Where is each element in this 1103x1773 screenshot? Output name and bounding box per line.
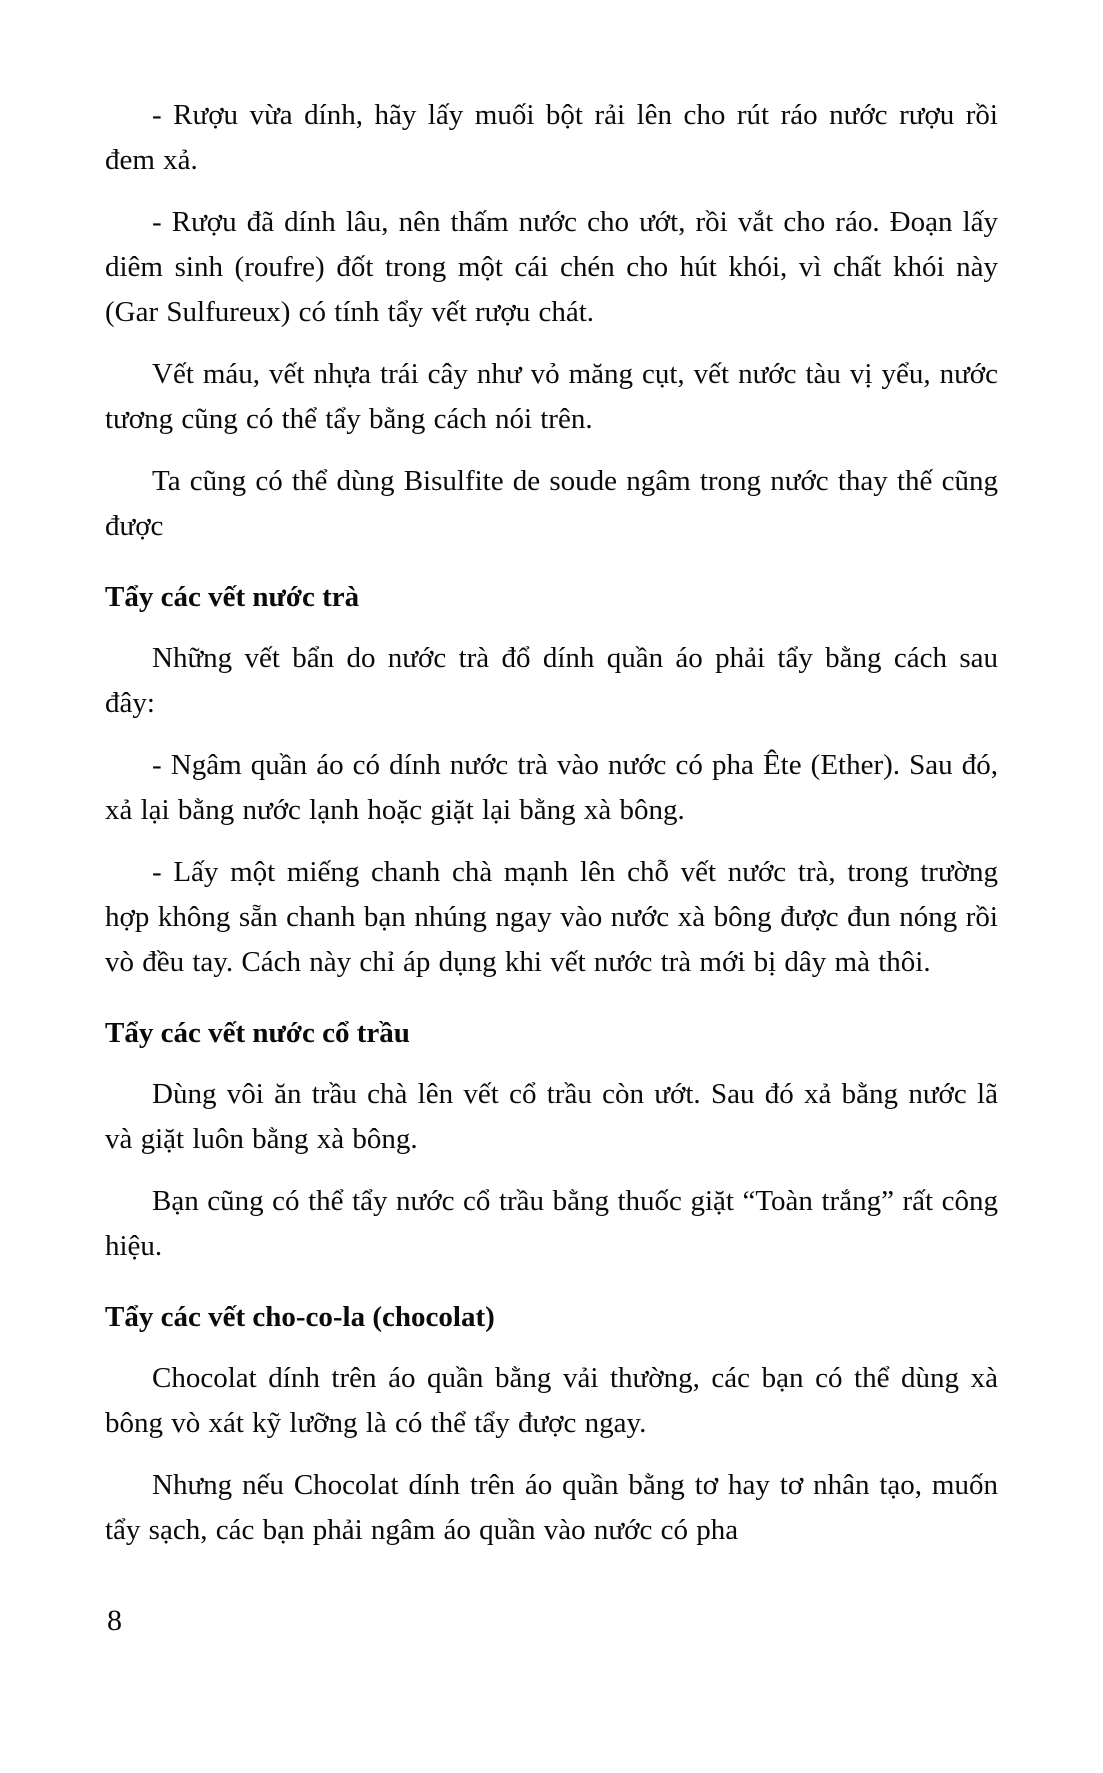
paragraph-wine-old-stain: - Rượu đã dính lâu, nên thấm nước cho ướt, rồi vắt cho ráo. Đoạn lấy diêm sinh (roufre) đốt trong một cái chén cho hút khói, vì chất khói này (Gar Sulfureux) có tính tẩy vết rượu chát. — [105, 206, 998, 328]
section-heading-chocolate-stains: Tẩy các vết cho-co-la (chocolat) — [105, 1301, 495, 1333]
paragraph-chocolate-cotton: Chocolat dính trên áo quần bằng vải thường, các bạn có thể dùng xà bông vò xát kỹ lưỡng là có thể tẩy được ngay. — [105, 1362, 998, 1439]
paragraph-tea-lemon-method: - Lấy một miếng chanh chà mạnh lên chỗ vết nước trà, trong trường hợp không sẵn chanh bạn nhúng ngay vào nước xà bông được đun nóng rồi vò đều tay. Cách này chỉ áp dụng khi vết nước trà mới bị dây mà thôi. — [105, 856, 998, 978]
page-number: 8 — [107, 1604, 122, 1637]
paragraph-bisulfite-alternative: Ta cũng có thể dùng Bisulfite de soude ngâm trong nước thay thế cũng được — [105, 465, 998, 542]
paragraph-tea-ether-method: - Ngâm quần áo có dính nước trà vào nước có pha Ête (Ether). Sau đó, xả lại bằng nước lạnh hoặc giặt lại bằng xà bông. — [105, 749, 998, 826]
section-heading-betel-stains: Tẩy các vết nước cổ trầu — [105, 1017, 410, 1049]
section-heading-tea-stains: Tẩy các vết nước trà — [105, 581, 360, 613]
paragraph-blood-sap-stains: Vết máu, vết nhựa trái cây như vỏ măng cụt, vết nước tàu vị yểu, nước tương cũng có thể tẩy bằng cách nói trên. — [105, 358, 998, 435]
paragraph-chocolate-silk: Nhưng nếu Chocolat dính trên áo quần bằng tơ hay tơ nhân tạo, muốn tẩy sạch, các bạn phải ngâm áo quần vào nước có pha — [105, 1469, 998, 1546]
paragraph-betel-detergent-method: Bạn cũng có thể tẩy nước cổ trầu bằng thuốc giặt “Toàn trắng” rất công hiệu. — [105, 1185, 998, 1262]
paragraph-tea-intro: Những vết bẩn do nước trà đổ dính quần áo phải tẩy bằng cách sau đây: — [105, 642, 998, 719]
paragraph-betel-lime-method: Dùng vôi ăn trầu chà lên vết cổ trầu còn ướt. Sau đó xả bằng nước lã và giặt luôn bằng xà bông. — [105, 1078, 998, 1155]
paragraph-wine-fresh-stain: - Rượu vừa dính, hãy lấy muối bột rải lên cho rút ráo nước rượu rồi đem xả. — [105, 99, 998, 176]
